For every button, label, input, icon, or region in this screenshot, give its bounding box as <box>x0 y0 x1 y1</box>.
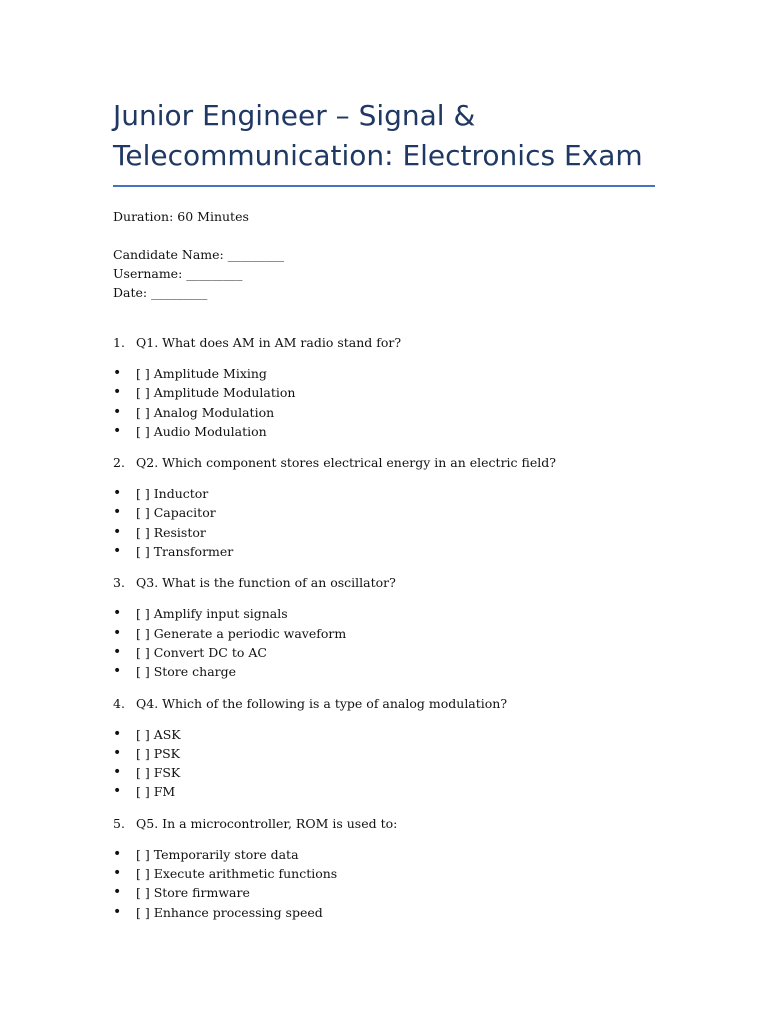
question-3 <box>113 573 655 592</box>
question-number: 1. <box>113 335 125 350</box>
answer-option[interactable] <box>113 845 655 864</box>
title-underline <box>113 185 655 187</box>
bullet-icon: • <box>113 744 122 761</box>
answer-option[interactable] <box>113 864 655 883</box>
bullet-icon: • <box>113 605 122 622</box>
bullet-icon: • <box>113 725 122 742</box>
answer-option[interactable] <box>113 542 655 561</box>
option-label: [ ] Analog Modulation <box>136 404 275 420</box>
answer-option[interactable] <box>113 503 655 522</box>
bullet-icon: • <box>113 422 122 439</box>
answer-option[interactable] <box>113 403 655 422</box>
question-1 <box>113 333 655 352</box>
bullet-icon: • <box>113 543 122 560</box>
option-list <box>113 845 655 922</box>
option-list <box>113 604 655 681</box>
title-line-2: Telecommunication: Electronics Exam <box>113 139 643 172</box>
answer-option[interactable] <box>113 383 655 402</box>
option-label: [ ] FSK <box>136 765 181 781</box>
question-text: Q5. In a microcontroller, ROM is used to: <box>136 815 398 831</box>
option-label: [ ] FM <box>136 784 176 800</box>
answer-option[interactable] <box>113 883 655 902</box>
question-text: Q1. What does AM in AM radio stand for? <box>136 335 402 350</box>
question-number: 2. <box>113 455 125 471</box>
title-line-1: Junior Engineer – Signal & <box>113 99 476 132</box>
username-field: Username: _________ <box>113 266 243 281</box>
bullet-icon: • <box>113 485 122 502</box>
option-label: [ ] PSK <box>136 745 181 761</box>
bullet-icon: • <box>113 403 122 420</box>
answer-option[interactable] <box>113 725 655 744</box>
answer-option[interactable] <box>113 624 655 643</box>
option-label: [ ] Store charge <box>136 664 237 680</box>
answer-option[interactable] <box>113 782 655 801</box>
option-label: [ ] Amplitude Mixing <box>136 366 267 381</box>
option-label: [ ] Capacitor <box>136 505 216 521</box>
answer-option[interactable] <box>113 604 655 623</box>
duration-text: Duration: 60 Minutes <box>113 209 249 224</box>
bullet-icon: • <box>113 865 122 882</box>
option-list <box>113 725 655 802</box>
option-label: [ ] Enhance processing speed <box>136 904 323 920</box>
option-label: [ ] ASK <box>136 726 181 742</box>
answer-option[interactable] <box>113 903 655 922</box>
answer-option[interactable] <box>113 763 655 782</box>
candidate-name-field: Candidate Name: _________ <box>113 247 284 262</box>
answer-option[interactable] <box>113 662 655 681</box>
option-label: [ ] Inductor <box>136 486 209 502</box>
exam-document <box>113 96 655 934</box>
option-label: [ ] Transformer <box>136 544 234 560</box>
question-number: 5. <box>113 815 125 831</box>
option-label: [ ] Execute arithmetic functions <box>136 866 338 882</box>
question-number: 4. <box>113 695 125 711</box>
candidate-info <box>113 245 655 302</box>
question-text: Q2. Which component stores electrical energy in an electric field? <box>136 455 556 471</box>
option-list <box>113 364 655 441</box>
bullet-icon: • <box>113 903 122 920</box>
bullet-icon: • <box>113 764 122 781</box>
question-5 <box>113 814 655 833</box>
option-label: [ ] Temporarily store data <box>136 846 299 862</box>
option-list <box>113 484 655 561</box>
question-text: Q3. What is the function of an oscillator? <box>136 575 396 591</box>
question-4 <box>113 694 655 713</box>
question-2 <box>113 453 655 472</box>
option-label: [ ] Resistor <box>136 524 206 540</box>
option-label: [ ] Amplify input signals <box>136 606 288 622</box>
answer-option[interactable] <box>113 643 655 662</box>
answer-option[interactable] <box>113 422 655 441</box>
bullet-icon: • <box>113 845 122 862</box>
option-label: [ ] Convert DC to AC <box>136 644 267 660</box>
option-label: [ ] Audio Modulation <box>136 423 267 439</box>
bullet-icon: • <box>113 624 122 641</box>
bullet-icon: • <box>113 643 122 660</box>
date-field: Date: _________ <box>113 285 208 300</box>
option-label: [ ] Store firmware <box>136 885 250 901</box>
answer-option[interactable] <box>113 523 655 542</box>
question-text: Q4. Which of the following is a type of analog modulation? <box>136 695 508 711</box>
bullet-icon: • <box>113 504 122 521</box>
answer-option[interactable] <box>113 484 655 503</box>
bullet-icon: • <box>113 365 122 381</box>
document-title <box>113 96 655 176</box>
bullet-icon: • <box>113 783 122 800</box>
answer-option[interactable] <box>113 744 655 763</box>
question-list <box>113 333 655 922</box>
bullet-icon: • <box>113 523 122 540</box>
bullet-icon: • <box>113 384 122 401</box>
option-label: [ ] Generate a periodic waveform <box>136 625 347 641</box>
bullet-icon: • <box>113 884 122 901</box>
bullet-icon: • <box>113 663 122 680</box>
option-label: [ ] Amplitude Modulation <box>136 385 296 401</box>
answer-option[interactable] <box>113 364 655 383</box>
question-number: 3. <box>113 575 125 591</box>
